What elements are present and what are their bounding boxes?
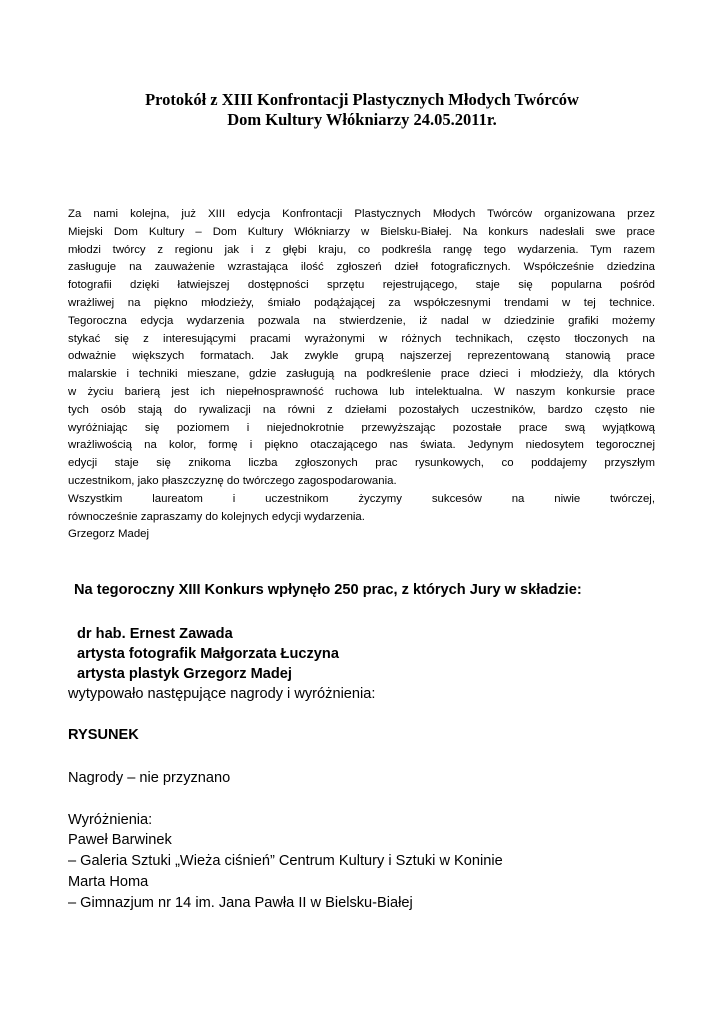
intro-line: malarskie i techniki mieszane, gdzie zasługują na podkreślenie prace dzieci i młodzieży, dla których: [68, 368, 655, 381]
intro-line: tych osób stają do rywalizacji na równi z dziełami pozostałych uczestników, bardzo często nie: [68, 403, 655, 416]
intro-line: Za nami kolejna, już XIII edycja Konfrontacji Plastycznych Młodych Twórców organizowana przez: [68, 208, 655, 220]
intro-line: w życiu barierą jest ich niepełnosprawność ruchowa lub intelektualna. W naszym konkursie prace: [68, 385, 655, 398]
jury-outro: wytypowało następujące nagrody i wyróżnienia:: [68, 686, 376, 702]
intro-line: uczestnikom, jako płaszczyznę do twórczego zagospodarowania.: [68, 474, 397, 487]
intro-line: Wszystkim laureatom i uczestnikom życzymy sukcesów na niwie twórczej,: [68, 492, 655, 505]
jury-member: artysta plastyk Grzegorz Madej: [77, 666, 292, 682]
jury-member: dr hab. Ernest Zawada: [77, 626, 233, 642]
intro-line: równocześnie zapraszamy do kolejnych edycji wydarzenia.: [68, 510, 365, 523]
jury-member: artysta fotografik Małgorzata Łuczyna: [77, 646, 339, 662]
intro-line: zasługuje na zauważenie wzrastająca ilość zgłoszeń dzieł fotograficznych. Współcześnie dziedzina: [68, 261, 655, 274]
intro-line: odważnie większych formatach. Jak zwykle grupą najszerzej reprezentowaną stanowią prace: [68, 350, 655, 363]
section-heading: RYSUNEK: [68, 727, 139, 743]
signature: Grzegorz Madej: [68, 528, 150, 541]
intro-line: młodzi twórcy z regionu jak i z głębi kraju, co podkreśla rangę tego wydarzenia. Tym razem: [68, 243, 655, 256]
intro-line: wyróżniając się poziomem i niejednokrotnie przewyższając pozostałe prace swą wyjątkową: [68, 421, 655, 434]
intro-line: edycji staje się znikoma liczba zgłoszonych prac rysunkowych, co poddajemy przyszłym: [68, 457, 655, 470]
distinction-name: Marta Homa: [68, 874, 149, 890]
distinction-school: – Gimnazjum nr 14 im. Jana Pawła II w Bielsku-Białej: [68, 895, 413, 911]
intro-line: Miejski Dom Kultury – Dom Kultury Włókniarzy w Bielsku-Białej. Na konkurs nadesłali swe prace: [68, 225, 655, 238]
document-title: Protokół z XIII Konfrontacji Plastycznych Młodych Twórców: [145, 90, 579, 109]
distinction-name: Paweł Barwinek: [68, 832, 172, 848]
distinction-school: – Galeria Sztuki „Wieża ciśnień” Centrum Kultury i Sztuki w Koninie: [68, 853, 503, 869]
distinctions-label: Wyróżnienia:: [68, 812, 153, 828]
intro-line: Tegoroczna edycja wydarzenia pozwala na stwierdzenie, iż nadal w dziedzinie grafiki możemy: [68, 314, 655, 327]
intro-paragraph: [68, 206, 655, 544]
jury-intro: Na tegoroczny XIII Konkurs wpłynęło 250 prac, z których Jury w składzie:: [74, 582, 582, 598]
intro-line: wrażliwej na piękno młodzieży, śmiało podążającej za współczesnymi trendami w tej technice.: [68, 296, 655, 309]
intro-line: fotografii dzięki łatwiejszej dostępności sprzętu rejestrującego, staje się popularna pośród: [68, 279, 655, 292]
document-subtitle: Dom Kultury Włókniarzy 24.05.2011r.: [227, 110, 497, 129]
intro-line: wrażliwością na kolor, formę i piękno otaczającego nas świata. Jedynym niedosytem tegorocznej: [68, 439, 655, 452]
prizes-line: Nagrody – nie przyznano: [68, 770, 231, 786]
intro-line: stykać się z interesującymi pracami wyrażonymi w różnych technikach, często tłoczonych na: [68, 332, 655, 345]
